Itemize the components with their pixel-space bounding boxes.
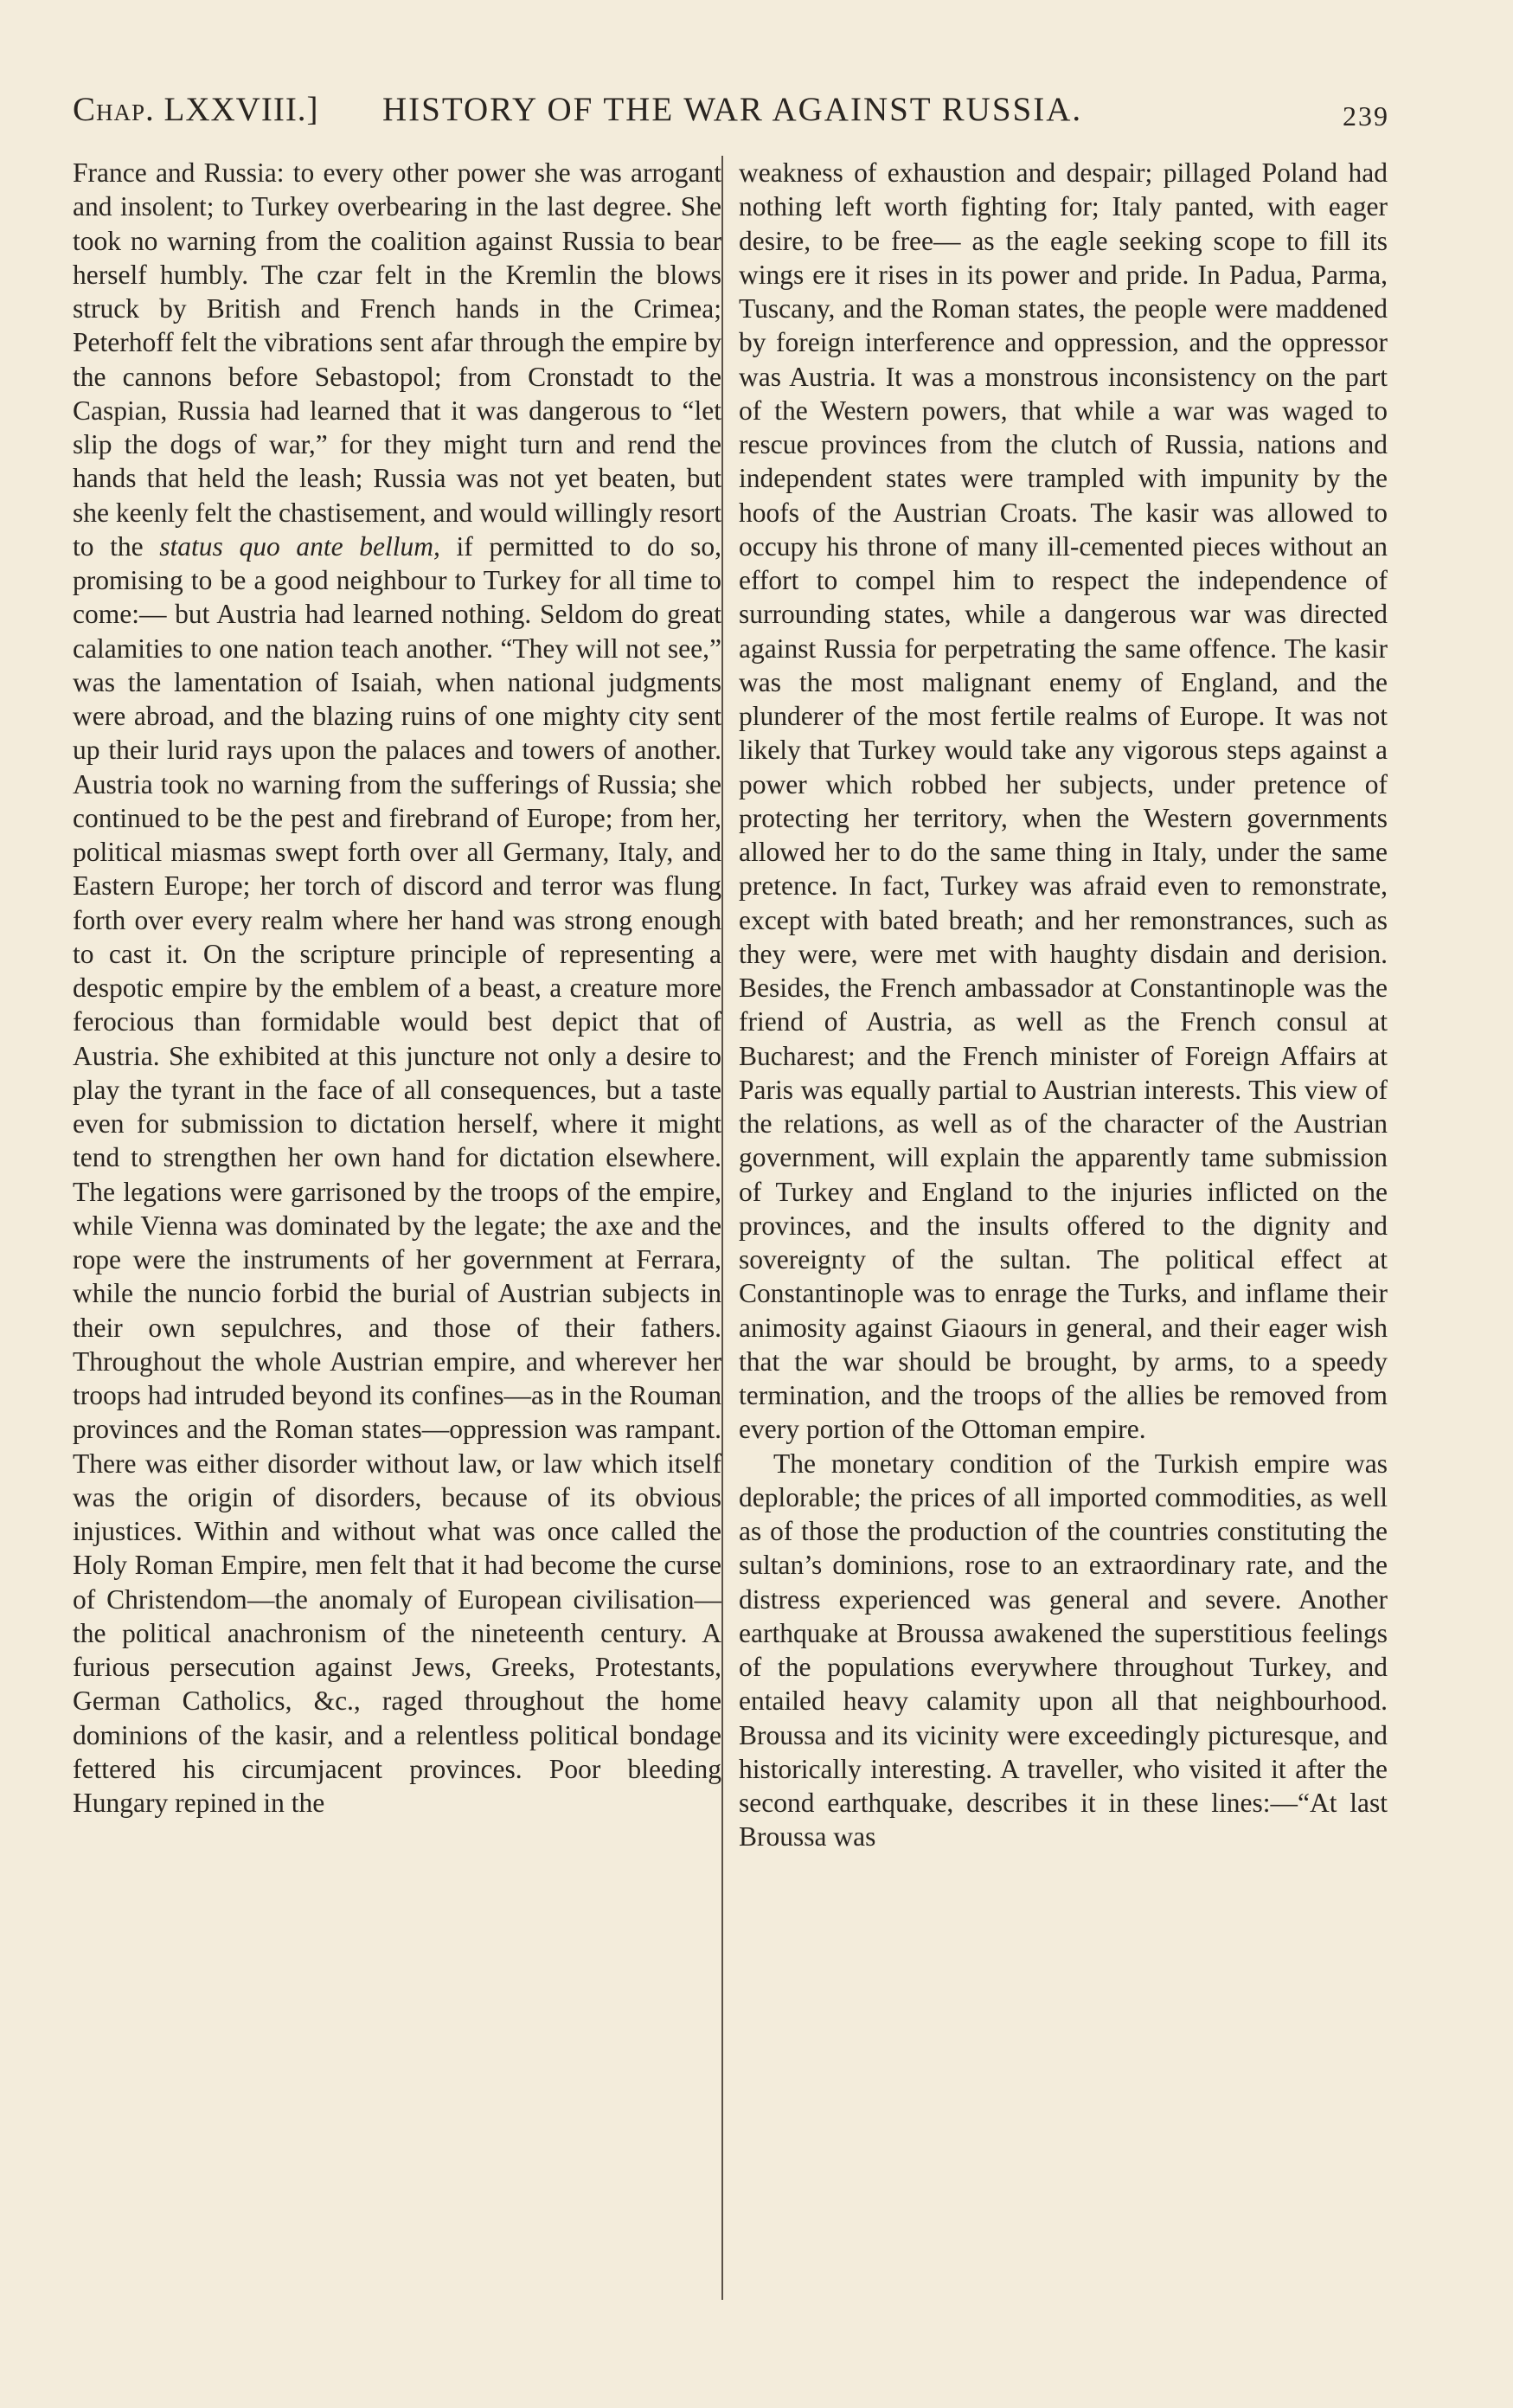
- column-divider: [721, 156, 723, 2300]
- right-paragraph-1: weakness of exhaustion and despair; pillaged Poland had nothing left worth fighting for; Italy panted, with eager desire, to be free— as the eagle seeking scope to fill its wings ere it rises in its power and pride. In Padua, Parma, Tuscany, and the Roman states, the people were maddened by foreign interference and oppression, and the oppressor was Austria. It was a monstrous inconsistency on the part of the Western powers, that while a war was waged to rescue provinces from the clutch of Russia, nations and independent states were trampled with impunity by the hoofs of the Austrian Croats. The kasir was allowed to occupy his throne of many ill-cemented pieces without an effort to compel him to respect the independence of surrounding states, while a dangerous war was directed against Russia for perpetrating the same offence. The kasir was the most malignant enemy of England, and the plunderer of the most fertile realms of Europe. It was not likely that Turkey would take any vigorous steps against a power which robbed her subjects, under pretence of protecting her territory, when the Western governments allowed her to do the same thing in Italy, under the same pretence. In fact, Turkey was afraid even to remonstrate, except with bated breath; and her remonstrances, such as they were, were met with haughty disdain and derision. Besides, the French ambassador at Constantinople was the friend of Austria, as well as the French consul at Bucharest; and the French minister of Foreign Affairs at Paris was equally partial to Austrian interests. This view of the relations, as well as of the character of the Austrian government, will explain the apparently tame submission of Turkey and England to the injuries inflicted on the provinces, and the insults offered to the dignity and sovereignty of the sultan. The political effect at Constantinople was to enrage the Turks, and inflame their animosity against Giaours in general, and their eager wish that the war should be brought, by arms, to a speedy termination, and the troops of the allies be removed from every portion of the Ottoman empire.: [739, 157, 1388, 1445]
- right-paragraph-2: The monetary condition of the Turkish empire was deplorable; the prices of all imported commodities, as well as of those the production of the countries constituting the sultan’s dominions, rose to an extraordinary rate, and the distress experienced was general and severe. Another earthquake at Broussa awakened the superstitious feelings of the populations everywhere throughout Turkey, and entailed heavy calamity upon all that neighbourhood. Broussa and its vicinity were exceedingly picturesque, and historically interesting. A traveller, who visited it after the second earthquake, describes it in these lines:—“At last Broussa was: [739, 1448, 1388, 1853]
- chapter-label: Chap. LXXVIII.]: [73, 91, 319, 128]
- page-number: 239: [1343, 100, 1389, 132]
- left-text-part-2: if permitted to do so, promising to be a good neighbour to Turkey for all time to come:— but Austria had learned nothing. Seldom do great calamities to one nation teach another. “They will not see,” was the lamentation of Isaiah, when national judgments were abroad, and the blazing ruins of one mighty city sent up their lurid rays upon the palaces and towers of another. Austria took no warning from the sufferings of Russia; she continued to be the pest and firebrand of Europe; from her, political miasmas swept forth over all Germany, Italy, and Eastern Europe; her torch of discord and terror was flung forth over every realm where her hand was strong enough to cast it. On the scripture principle of representing a despotic empire by the emblem of a beast, a creature more ferocious than formidable would best depict that of Austria. She exhibited at this juncture not only a desire to play the tyrant in the face of all consequences, but a taste even for submission to dictation herself, where it might tend to strengthen her own hand for dictation elsewhere. The legations were garrisoned by the troops of the empire, while Vienna was dominated by the legate; the axe and the rope were the instruments of her government at Ferrara, while the nuncio forbid the burial of Austrian subjects in their own sepulchres, and those of their fathers. Throughout the whole Austrian empire, and wherever her troops had intruded beyond its confines—as in the Rouman provinces and the Roman states—oppression was rampant. There was either disorder without law, or law which itself was the origin of disorders, because of its obvious injustices. Within and without what was once called the Holy Roman Empire, men felt that it had become the curse of Christendom—the anomaly of European civilisation—the political anachronism of the nineteenth century. A furious persecution against Jews, Greeks, Protestants, German Catholics, &c., raged throughout the home dominions of the kasir, and a relentless political bondage fettered his circumjacent provinces. Poor bleeding Hungary repined in the: [73, 530, 721, 1818]
- italic-phrase: status quo ante bellum,: [159, 530, 440, 562]
- book-title: HISTORY OF THE WAR AGAINST RUSSIA.: [382, 91, 1083, 128]
- left-column: [73, 156, 721, 1820]
- right-column: [739, 156, 1388, 1854]
- left-paragraph: [73, 156, 721, 1820]
- running-head: [73, 90, 1389, 132]
- left-text-part-1: France and Russia: to every other power she was arrogant and insolent; to Turkey overbearing in the last degree. She took no warning from the coalition against Russia to bear herself humbly. The czar felt in the Kremlin the blows struck by British and French hands in the Crimea; Peterhoff felt the vibrations sent afar through the empire by the cannons before Sebastopol; from Cronstadt to the Caspian, Russia had learned that it was dangerous to “let slip the dogs of war,” for they might turn and rend the hands that held the leash; Russia was not yet beaten, but she keenly felt the chastisement, and would willingly resort to the: [73, 157, 721, 562]
